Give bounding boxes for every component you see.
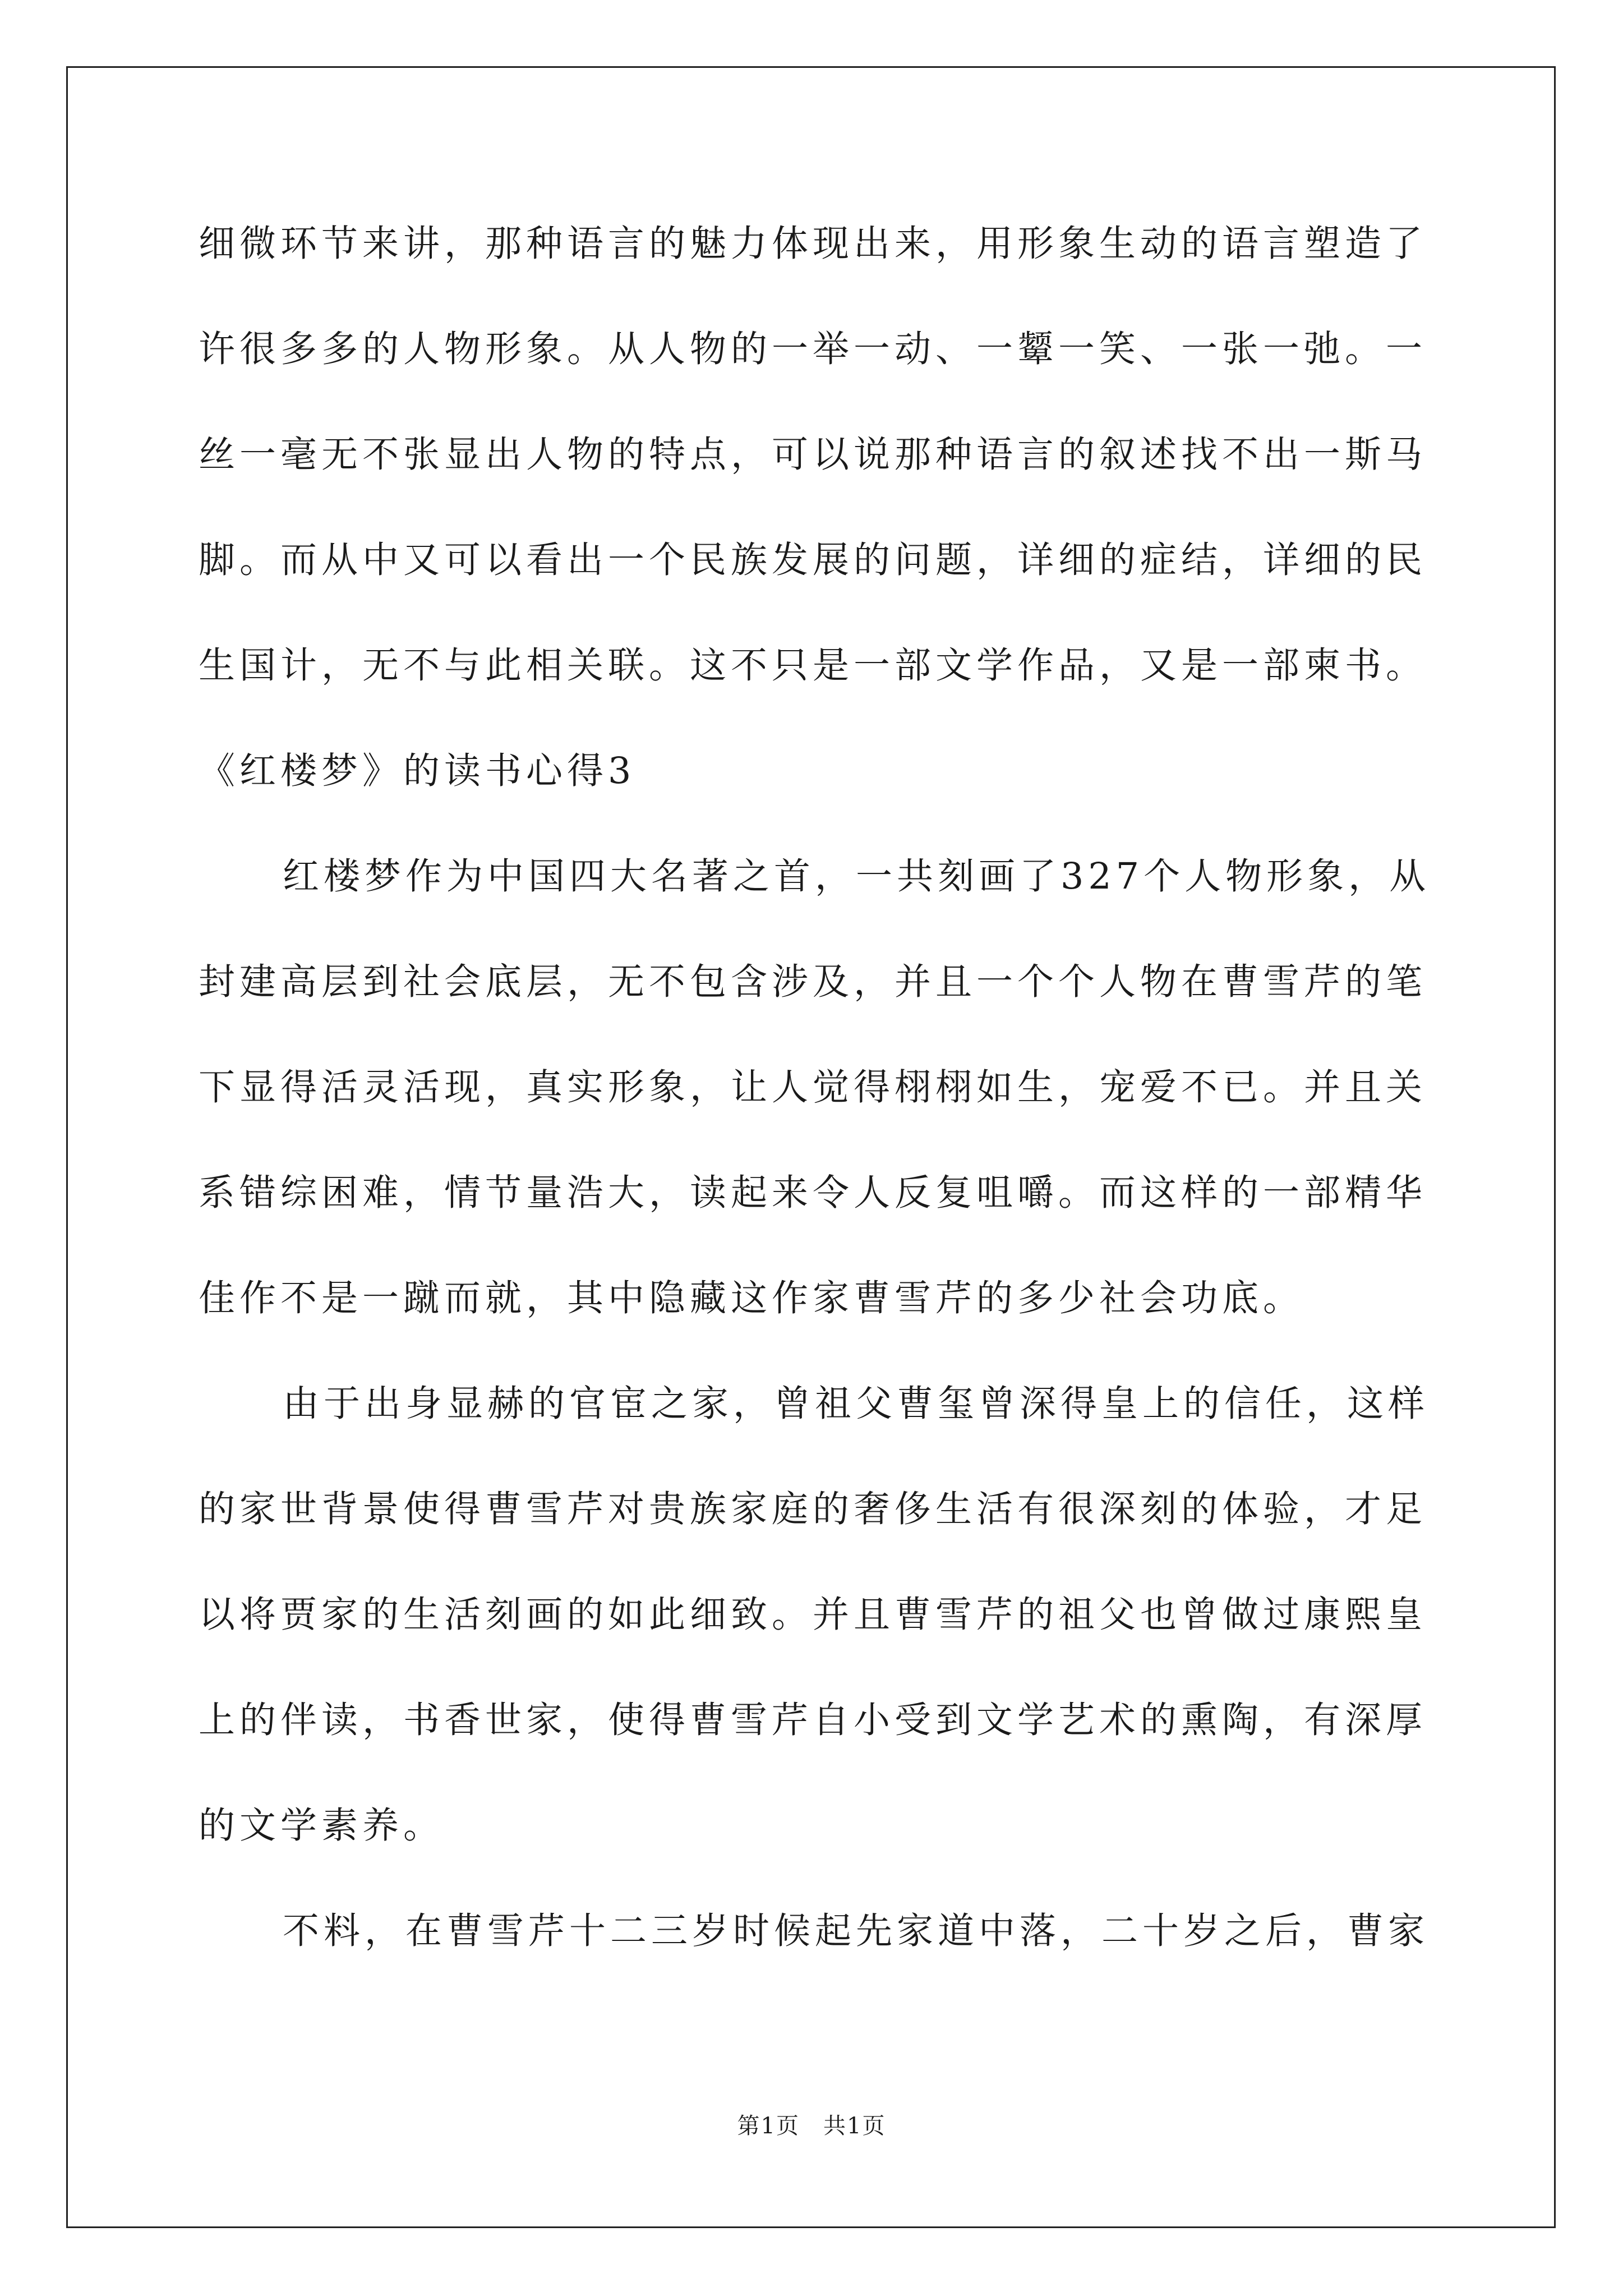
page-number-label: 第1页 共1页 bbox=[737, 2113, 886, 2139]
text-line: 由于出身显赫的官宦之家，曾祖父曹玺曾深得皇上的信任，这样 bbox=[283, 1383, 1430, 1425]
text-line: 红楼梦作为中国四大名著之首，一共刻画了327个人物形象，从 bbox=[283, 855, 1431, 898]
text-line: 以将贾家的生活刻画的如此细致。并且曹雪芹的祖父也曾做过康熙皇 bbox=[199, 1594, 1427, 1636]
text-line: 许很多多的人物形象。从人物的一举一动、一颦一笑、一张一弛。一 bbox=[199, 328, 1427, 370]
text-line: 细微环节来讲，那种语言的魅力体现出来，用形象生动的语言塑造了 bbox=[199, 223, 1427, 265]
text-line: 生国计，无不与此相关联。这不只是一部文学作品，又是一部柬书。 bbox=[199, 645, 1427, 687]
text-line: 佳作不是一蹴而就，其中隐藏这作家曹雪芹的多少社会功底。 bbox=[199, 1277, 1304, 1319]
text-line: 不料，在曹雪芹十二三岁时候起先家道中落，二十岁之后，曹家 bbox=[283, 1910, 1430, 1952]
text-line: 系错综困难，情节量浩大，读起来令人反复咀嚼。而这样的一部精华 bbox=[199, 1172, 1427, 1214]
section-heading: 《红楼梦》的读书心得3 bbox=[199, 750, 636, 792]
text-line: 下显得活灵活现，真实形象，让人觉得栩栩如生，宠爱不已。并且关 bbox=[199, 1066, 1427, 1108]
text-line: 的家世背景使得曹雪芹对贵族家庭的奢侈生活有很深刻的体验，才足 bbox=[199, 1488, 1427, 1530]
text-line: 封建高层到社会底层，无不包含涉及，并且一个个人物在曹雪芹的笔 bbox=[199, 961, 1427, 1003]
text-line: 脚。而从中又可以看出一个民族发展的问题，详细的症结，详细的民 bbox=[199, 539, 1427, 581]
text-line: 上的伴读，书香世家，使得曹雪芹自小受到文学艺术的熏陶，有深厚 bbox=[199, 1699, 1427, 1741]
document-body bbox=[199, 213, 1431, 2006]
text-line: 丝一毫无不张显出人物的特点，可以说那种语言的叙述找不出一斯马 bbox=[199, 434, 1427, 476]
text-line: 的文学素养。 bbox=[199, 1805, 445, 1847]
page-footer bbox=[0, 2109, 1623, 2143]
